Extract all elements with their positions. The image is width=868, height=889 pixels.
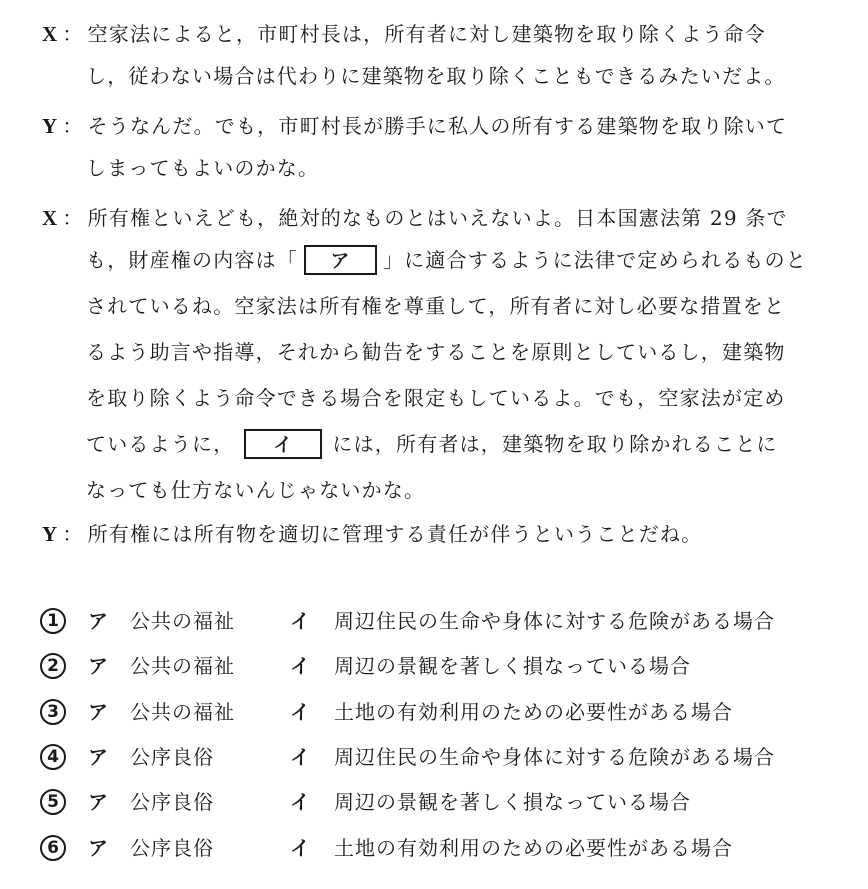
option-number: 2 [40,653,66,679]
dialogue-text: も，財産権の内容は「 [86,248,298,272]
option-label-i: イ [290,790,310,814]
dialogue-text: し，従わない場合は代わりに建築物を取り除くこともできるみたいだよ。 [86,64,786,88]
option-number: 6 [40,835,66,861]
blank-box-a: ア [304,245,377,275]
speaker-colon: ： [62,114,84,138]
option-label-a: ア [88,609,108,633]
option-number: 4 [40,744,66,770]
dialogue-text: 」に適合するように法律で定められるものと [383,248,807,272]
option-label-i: イ [290,836,310,860]
dialogue-line [86,430,778,461]
dialogue-line [86,338,786,366]
option-value-a: 公序良俗 [130,790,214,814]
option-number: 5 [40,789,66,815]
dialogue-line [42,204,788,232]
dialogue-text: 空家法によると，市町村長は，所有者に対し建築物を取り除くよう命令 [87,22,766,46]
option-value-i: 周辺の景観を著しく損なっている場合 [334,654,691,678]
option-label-a: ア [88,745,108,769]
option-label-a: ア [88,790,108,814]
dialogue-text: しまってもよいのかな。 [86,156,320,180]
answer-option-4[interactable] [40,742,820,772]
answer-option-6[interactable] [40,833,820,863]
dialogue-text: されているね。空家法は所有権を尊重して，所有者に対し必要な措置をと [86,294,786,318]
option-value-a: 公共の福祉 [130,609,235,633]
answer-option-3[interactable] [40,697,820,727]
speaker-label: Y [42,522,59,546]
dialogue-line [42,112,787,140]
speaker-colon: ： [62,522,84,546]
dialogue-line [42,520,702,548]
option-value-i: 周辺の景観を著しく損なっている場合 [334,790,691,814]
dialogue-line [86,62,786,90]
answer-option-1[interactable] [40,606,820,636]
option-label-i: イ [290,700,310,724]
option-value-i: 周辺住民の生命や身体に対する危険がある場合 [334,745,775,769]
option-label-a: ア [88,700,108,724]
option-value-a: 公共の福祉 [130,700,235,724]
option-value-a: 公共の福祉 [130,654,235,678]
dialogue-line [86,384,786,412]
dialogue-text: そうなんだ。でも，市町村長が勝手に私人の所有する建築物を取り除いて [87,114,788,138]
dialogue-line [86,292,785,320]
speaker-colon: ： [62,206,84,230]
dialogue-text: なっても仕方ないんじゃないかな。 [86,478,426,502]
option-value-i: 土地の有効利用のための必要性がある場合 [334,700,733,724]
option-number: 1 [40,608,66,634]
option-label-a: ア [88,654,108,678]
answer-option-5[interactable] [40,787,820,817]
dialogue-text: を取り除くよう命令できる場合を限定もしているよ。でも，空家法が定め [86,386,786,410]
answer-option-2[interactable] [40,651,820,681]
option-label-i: イ [290,745,310,769]
dialogue-line [86,246,807,277]
option-number: 3 [40,699,66,725]
speaker-label: X [42,206,59,230]
speaker-label: X [42,22,59,46]
option-label-i: イ [290,654,310,678]
option-value-i: 周辺住民の生命や身体に対する危険がある場合 [334,609,775,633]
option-label-i: イ [290,609,310,633]
dialogue-text: 所有権といえども，絶対的なものとはいえないよ。日本国憲法第 29 条で [87,206,788,230]
option-value-a: 公序良俗 [130,836,214,860]
dialogue-text: ているように， [86,432,235,456]
option-value-i: 土地の有効利用のための必要性がある場合 [334,836,733,860]
dialogue-line [86,476,425,504]
dialogue-text: には，所有者は，建築物を取り除かれることに [332,432,778,456]
dialogue-line [86,154,319,182]
speaker-colon: ： [62,22,84,46]
dialogue-line [42,20,766,48]
option-value-a: 公序良俗 [130,745,214,769]
option-label-a: ア [88,836,108,860]
speaker-label: Y [42,114,59,138]
dialogue-text: 所有権には所有物を適切に管理する責任が伴うということだね。 [87,522,703,546]
blank-box-i: イ [244,429,322,459]
dialogue-text: るよう助言や指導，それから勧告をすることを原則としているし，建築物 [86,340,786,364]
